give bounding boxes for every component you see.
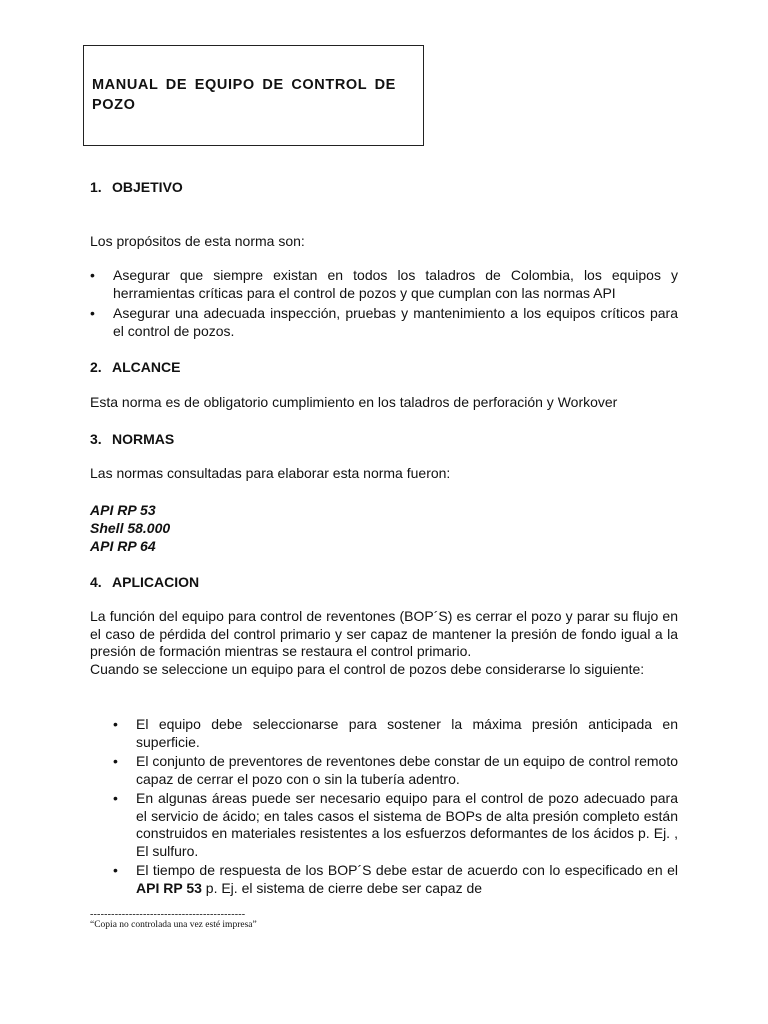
- aplicacion-paragraph-2: Cuando se seleccione un equipo para el control de pozos debe considerarse lo siguiente:: [90, 661, 645, 677]
- bullet-text-start: El tiempo de respuesta de los BOP´S debe estar de acuerdo con lo especificado en el: [136, 862, 678, 878]
- section-title: APLICACION: [112, 574, 200, 590]
- section-number: 2.: [90, 359, 102, 375]
- aplicacion-bullet-1: [113, 716, 678, 751]
- section-title: NORMAS: [112, 431, 175, 447]
- objetivo-bullet-2: [90, 305, 678, 340]
- bullet-text: El equipo debe seleccionarse para sostener la máxima presión anticipada en superficie.: [136, 716, 678, 750]
- norma-item: API RP 64: [90, 538, 156, 554]
- aplicacion-bullet-2: [113, 753, 678, 788]
- bullet-icon: •: [113, 753, 118, 769]
- bullet-text-bold: API RP 53: [136, 879, 202, 896]
- bullet-text: En algunas áreas puede ser necesario equipo para el control de pozo adecuado para el servicio de ácido; en tales casos el sistema de BOPs de alta presión completo están construidos en materiales resistentes a los esfuerzos deformantes de los ácidos p. Ej. , El sulfuro.: [136, 790, 678, 859]
- section-heading-alcance: [90, 358, 180, 376]
- norma-item: API RP 53: [90, 502, 156, 518]
- aplicacion-bullet-4: [113, 862, 678, 897]
- section-heading-objetivo: [90, 178, 183, 196]
- bullet-text-end: p. Ej. el sistema de cierre debe ser capaz de: [201, 879, 483, 896]
- normas-list: [90, 501, 170, 555]
- bullet-icon: •: [90, 267, 95, 283]
- section-heading-aplicacion: [90, 573, 199, 591]
- objetivo-intro: Los propósitos de esta norma son:: [90, 233, 305, 249]
- norma-item: Shell 58.000: [90, 520, 171, 536]
- footer-separator: --------------------------------------------: [90, 909, 246, 920]
- section-number: 4.: [90, 574, 102, 590]
- aplicacion-bullet-3: [113, 790, 678, 860]
- bullet-text: El conjunto de preventores de reventones debe constar de un equipo de control remoto capaz de cerrar el pozo con o sin la tubería adentro.: [136, 753, 678, 787]
- document-title: MANUAL DE EQUIPO DE CONTROL DE POZO: [92, 77, 396, 113]
- bullet-icon: •: [90, 305, 95, 321]
- normas-intro: Las normas consultadas para elaborar esta norma fueron:: [90, 465, 451, 481]
- section-title: OBJETIVO: [112, 179, 183, 195]
- objetivo-bullet-1: [90, 267, 678, 302]
- footer-note: “Copia no controlada una vez esté impresa”: [90, 920, 257, 930]
- section-number: 1.: [90, 179, 102, 195]
- title-box: [83, 45, 424, 146]
- bullet-text: [136, 862, 678, 897]
- bullet-icon: •: [113, 790, 118, 806]
- bullet-icon: •: [113, 716, 118, 732]
- section-title: ALCANCE: [112, 359, 181, 375]
- alcance-text: Esta norma es de obligatorio cumplimiento en los taladros de perforación y Workover: [90, 394, 618, 410]
- aplicacion-paragraph-1: La función del equipo para control de reventones (BOP´S) es cerrar el pozo y parar su flujo en el caso de pérdida del control primario y ser capaz de mantener la presión de fondo igual a la presión de formación mientras se restaura el control primario.: [90, 608, 678, 659]
- bullet-text: Asegurar una adecuada inspección, pruebas y mantenimiento a los equipos críticos para el control de pozos.: [113, 305, 678, 339]
- section-number: 3.: [90, 431, 102, 447]
- bullet-icon: •: [113, 862, 118, 878]
- bullet-text: Asegurar que siempre existan en todos los taladros de Colombia, los equipos y herramientas críticas para el control de pozos y que cumplan con las normas API: [113, 267, 678, 301]
- section-heading-normas: [90, 430, 174, 448]
